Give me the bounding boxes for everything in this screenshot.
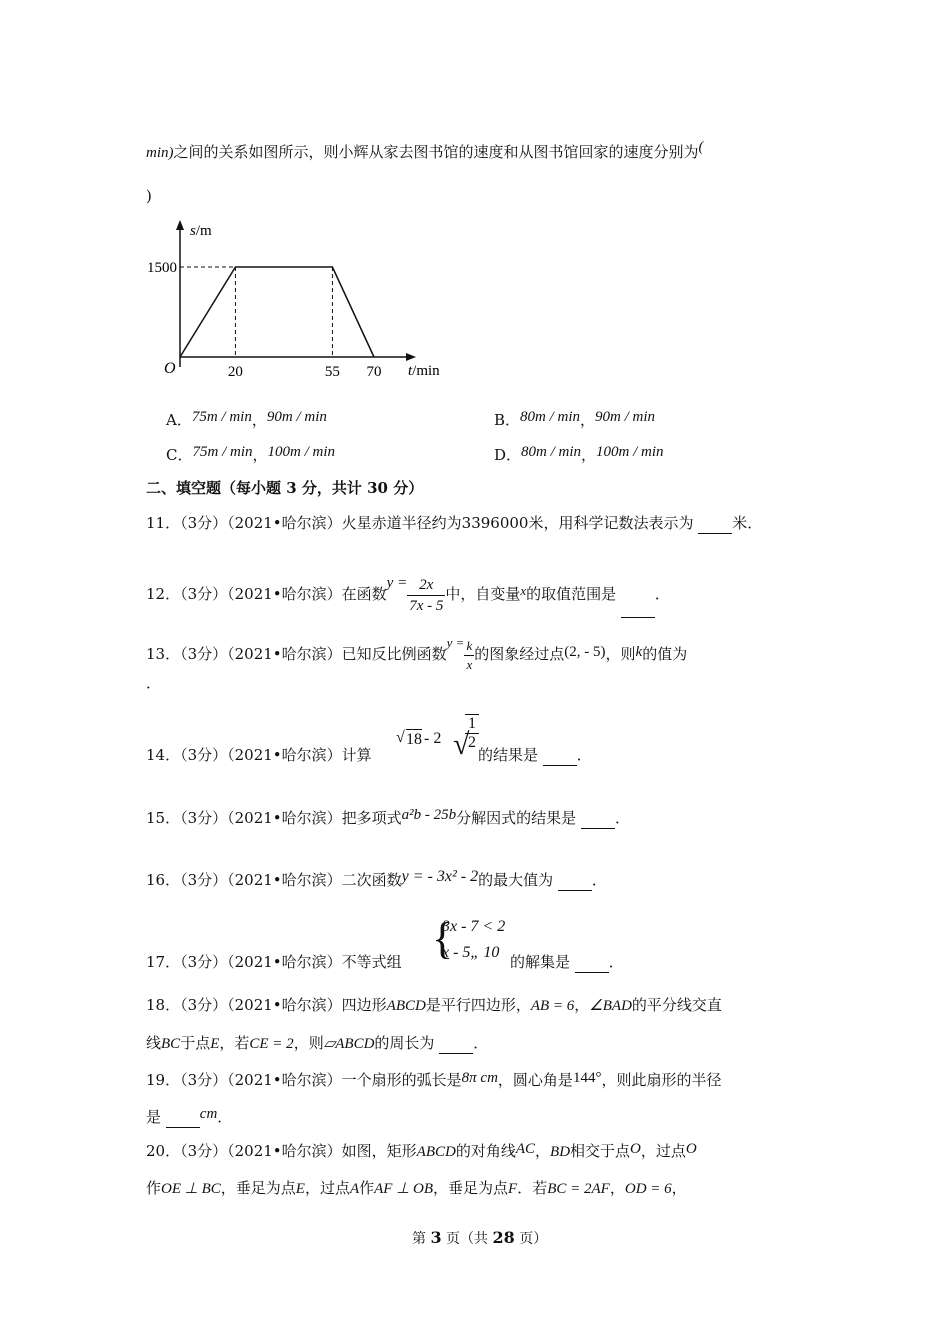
option-c-label: C． bbox=[166, 446, 193, 464]
x-axis-arrow bbox=[406, 353, 416, 361]
q20-af: AF ⊥ OB bbox=[374, 1181, 434, 1197]
intro-paren-open: ( bbox=[698, 139, 704, 155]
q13-text: 13．（3分）（2021•哈尔滨）已知反比例函数 bbox=[146, 645, 447, 663]
option-b-sep: ， bbox=[580, 411, 596, 429]
option-b bbox=[494, 407, 655, 430]
q17-end: ． bbox=[608, 953, 624, 971]
footer-mid: 页（共 bbox=[441, 1231, 493, 1247]
question-13 bbox=[146, 620, 687, 677]
q12-end: ． bbox=[654, 585, 670, 603]
q18-l2a: 线 bbox=[146, 1034, 162, 1052]
q13-num: k bbox=[464, 637, 474, 656]
origin-label: O bbox=[164, 360, 176, 377]
x-tick-label-70: 70 bbox=[366, 364, 382, 380]
q20-l2b: ，垂足为点 bbox=[220, 1179, 296, 1197]
option-b-v1: 80m / min bbox=[520, 409, 581, 425]
q12-fraction bbox=[407, 575, 445, 616]
q20-l2e: ，垂足为点 bbox=[433, 1179, 509, 1197]
intro-line-1 bbox=[146, 137, 704, 163]
q20-l2f: ．若 bbox=[517, 1179, 548, 1197]
q18-abcd: ABCD bbox=[386, 998, 426, 1014]
q14-end: ． bbox=[576, 746, 592, 764]
q14-suffix: 的结果是 bbox=[478, 746, 543, 764]
q15-expr: a²b - 25b bbox=[401, 807, 457, 823]
q12-den: 7x - 5 bbox=[409, 597, 444, 614]
question-20-line-2 bbox=[146, 1178, 687, 1199]
q19-end: ． bbox=[217, 1108, 233, 1126]
option-b-v2: 90m / min bbox=[595, 409, 656, 425]
option-a bbox=[166, 407, 327, 430]
q17-blank bbox=[575, 952, 609, 973]
q18-l2e: 的周长为 bbox=[374, 1034, 440, 1052]
footer-page: 3 bbox=[430, 1228, 442, 1247]
option-a-sep: ， bbox=[251, 411, 267, 429]
question-11 bbox=[146, 513, 762, 534]
q19-l2a: 是 bbox=[146, 1108, 166, 1126]
q17-tail bbox=[510, 952, 624, 973]
q14-minus-2: - 2 bbox=[424, 730, 442, 747]
x-axis-label bbox=[408, 363, 440, 379]
question-19-line-2 bbox=[146, 1104, 232, 1128]
page-footer bbox=[412, 1228, 547, 1249]
y-tick-label-1500: 1500 bbox=[147, 260, 177, 276]
option-a-v2: 90m / min bbox=[266, 409, 327, 425]
q14-text: 14．（3分）（2021•哈尔滨）计算 bbox=[146, 746, 372, 764]
q20-f: F bbox=[508, 1181, 518, 1197]
q20-l2a: 作 bbox=[146, 1179, 162, 1197]
q17-suffix: 的解集是 bbox=[510, 953, 575, 971]
q20-l1a: 20．（3分）（2021•哈尔滨）如图，矩形 bbox=[146, 1142, 417, 1160]
q18-l2d: ，则 bbox=[293, 1034, 324, 1052]
q18-l1a: 18．（3分）（2021•哈尔滨）四边形 bbox=[146, 996, 387, 1014]
q19-unit: cm bbox=[199, 1106, 218, 1122]
q13-var: k bbox=[635, 644, 643, 660]
option-d bbox=[494, 442, 664, 465]
q15-end: ． bbox=[614, 809, 630, 827]
q20-oe: OE ⊥ BC bbox=[161, 1181, 221, 1197]
q18-l1b: 是平行四边形， bbox=[425, 996, 531, 1014]
q19-l1b: ，圆心角是 bbox=[497, 1071, 573, 1089]
q15-text: 15．（3分）（2021•哈尔滨）把多项式 bbox=[146, 809, 402, 827]
q20-l2g: ， bbox=[609, 1179, 625, 1197]
q14-sqrt-sign-2: √ bbox=[453, 728, 470, 761]
option-a-v1: 75m / min bbox=[191, 409, 252, 425]
question-18-line-1 bbox=[146, 995, 722, 1016]
q14-fraction bbox=[465, 714, 479, 752]
q12-mid: 中，自变量 bbox=[445, 585, 521, 603]
q14-num: 1 bbox=[465, 715, 479, 734]
q12-suffix: 的取值范围是 bbox=[526, 585, 621, 603]
question-17 bbox=[146, 952, 402, 972]
q12-blank bbox=[621, 571, 655, 618]
q20-l2d: 作 bbox=[359, 1179, 375, 1197]
q18-angle: ∠BAD bbox=[589, 998, 632, 1014]
q20-l1d: 相交于点 bbox=[570, 1142, 631, 1160]
option-c-v2: 100m / min bbox=[267, 444, 335, 460]
q18-ab: AB = 6 bbox=[530, 998, 575, 1014]
q13-suffix: 的值为 bbox=[642, 645, 688, 663]
q18-l1d: 的平分线交直 bbox=[631, 996, 722, 1014]
q15-blank bbox=[581, 808, 615, 829]
q16-text: 16．（3分）（2021•哈尔滨）二次函数 bbox=[146, 871, 402, 889]
question-19-line-1 bbox=[146, 1068, 721, 1090]
intro-text: 之间的关系如图所示，则小辉从家去图书馆的速度和从图书馆回家的速度分别为 bbox=[173, 143, 699, 161]
q13-mid: 的图象经过点 bbox=[474, 645, 565, 663]
q18-end: ． bbox=[473, 1034, 489, 1052]
question-12 bbox=[146, 560, 670, 618]
q17-ineq-2: x - 5„ 10 bbox=[442, 944, 500, 961]
q20-l1b: 的对角线 bbox=[455, 1142, 516, 1160]
question-14 bbox=[146, 745, 372, 765]
option-c bbox=[166, 442, 335, 465]
option-b-label: B． bbox=[494, 411, 521, 429]
q17-brace: { bbox=[432, 914, 454, 963]
q12-text: 12．（3分）（2021•哈尔滨）在函数 bbox=[146, 585, 387, 603]
option-a-label: A． bbox=[166, 411, 192, 429]
option-d-v1: 80m / min bbox=[521, 444, 582, 460]
footer-pre: 第 bbox=[412, 1231, 431, 1247]
question-20-line-1 bbox=[146, 1139, 697, 1162]
y-axis-arrow bbox=[176, 220, 184, 230]
q12-num: 2x bbox=[407, 575, 445, 596]
q20-ac: AC bbox=[515, 1141, 536, 1157]
q20-bd: BD bbox=[550, 1144, 571, 1160]
question-18-line-2 bbox=[146, 1033, 488, 1054]
footer-total: 28 bbox=[492, 1228, 515, 1247]
series-line bbox=[180, 267, 374, 357]
q11-text: 11．（3分）（2021•哈尔滨）火星赤道半径约为3396000米，用科学记数法表示为 bbox=[146, 514, 699, 532]
q13-fraction bbox=[464, 637, 474, 674]
intro-unit: min) bbox=[146, 145, 174, 161]
intro-paren-close: ) bbox=[146, 187, 152, 205]
q20-l2h: ， bbox=[671, 1179, 687, 1197]
q18-l1c: ， bbox=[574, 996, 590, 1014]
q11-suffix: 米． bbox=[732, 514, 763, 532]
q19-l1a: 19．（3分）（2021•哈尔滨）一个扇形的弧长是 bbox=[146, 1071, 462, 1089]
q17-text: 17．（3分）（2021•哈尔滨）不等式组 bbox=[146, 953, 402, 971]
q18-l2b: 于点 bbox=[180, 1034, 211, 1052]
q16-blank bbox=[558, 870, 592, 891]
x-axis-label-unit: /min bbox=[412, 363, 440, 379]
q19-arc: 8π cm bbox=[461, 1070, 498, 1086]
q20-od: OD = 6 bbox=[624, 1181, 672, 1197]
q14-tail bbox=[478, 745, 592, 766]
q20-e: E bbox=[295, 1181, 305, 1197]
q18-e: E bbox=[210, 1036, 220, 1052]
y-axis-label bbox=[190, 223, 212, 239]
q14-den: 2 bbox=[468, 734, 476, 751]
q13-mid2: ，则 bbox=[605, 645, 636, 663]
y-axis-label-s: s bbox=[190, 223, 196, 239]
q12-var: x bbox=[520, 583, 527, 598]
option-d-v2: 100m / min bbox=[596, 444, 664, 460]
x-axis-label-t: t bbox=[408, 363, 413, 379]
q12-eq-lhs: y = bbox=[386, 575, 408, 591]
q18-ce: CE = 2 bbox=[249, 1036, 294, 1052]
question-16 bbox=[146, 867, 607, 891]
q15-suffix: 分解因式的结果是 bbox=[456, 809, 581, 827]
x-tick-label-20: 20 bbox=[227, 364, 243, 380]
q11-blank bbox=[698, 513, 732, 534]
q13-end: ． bbox=[146, 674, 162, 692]
option-d-label: D． bbox=[494, 446, 522, 464]
y-axis-label-unit: /m bbox=[195, 223, 212, 239]
section-2-title: 二、填空题（每小题 3 分，共计 30 分） bbox=[146, 479, 424, 497]
option-c-v1: 75m / min bbox=[192, 444, 253, 460]
q20-bc: BC = 2AF bbox=[547, 1181, 610, 1197]
q18-para: ▱ABCD bbox=[323, 1036, 375, 1052]
q20-o2: O bbox=[685, 1141, 697, 1157]
x-tick-label-55: 55 bbox=[324, 364, 340, 380]
q16-suffix: 的最大值为 bbox=[478, 871, 558, 889]
q20-a: A bbox=[349, 1181, 360, 1197]
question-15 bbox=[146, 805, 630, 829]
q18-l2c: ，若 bbox=[219, 1034, 250, 1052]
q19-angle: 144° bbox=[572, 1070, 602, 1086]
q19-l1c: ，则此扇形的半径 bbox=[601, 1071, 722, 1089]
option-d-sep: ， bbox=[581, 446, 597, 464]
q14-blank bbox=[543, 745, 577, 766]
q13-point: (2, - 5) bbox=[564, 644, 606, 660]
q20-l1e: ，过点 bbox=[640, 1142, 686, 1160]
option-c-sep: ， bbox=[252, 446, 268, 464]
q13-den: x bbox=[466, 656, 473, 672]
q20-l2c: ，过点 bbox=[304, 1179, 350, 1197]
q18-bc: BC bbox=[161, 1036, 181, 1052]
q13-eq-lhs: y = bbox=[446, 635, 465, 650]
q18-blank bbox=[439, 1033, 473, 1054]
q20-o: O bbox=[630, 1141, 641, 1157]
q14-sqrt-sign-1: √ bbox=[396, 729, 405, 746]
q20-abcd: ABCD bbox=[416, 1144, 456, 1160]
distance-time-chart bbox=[140, 215, 460, 385]
q19-blank bbox=[166, 1107, 200, 1128]
q16-end: ． bbox=[591, 871, 607, 889]
q20-l1c: ， bbox=[535, 1142, 551, 1160]
q17-ineq-1: 3x - 7 < 2 bbox=[442, 918, 506, 935]
q14-radicand-1: 18 bbox=[406, 731, 422, 748]
q16-expr: y = - 3x² - 2 bbox=[401, 868, 479, 885]
footer-post: 页） bbox=[514, 1231, 548, 1247]
